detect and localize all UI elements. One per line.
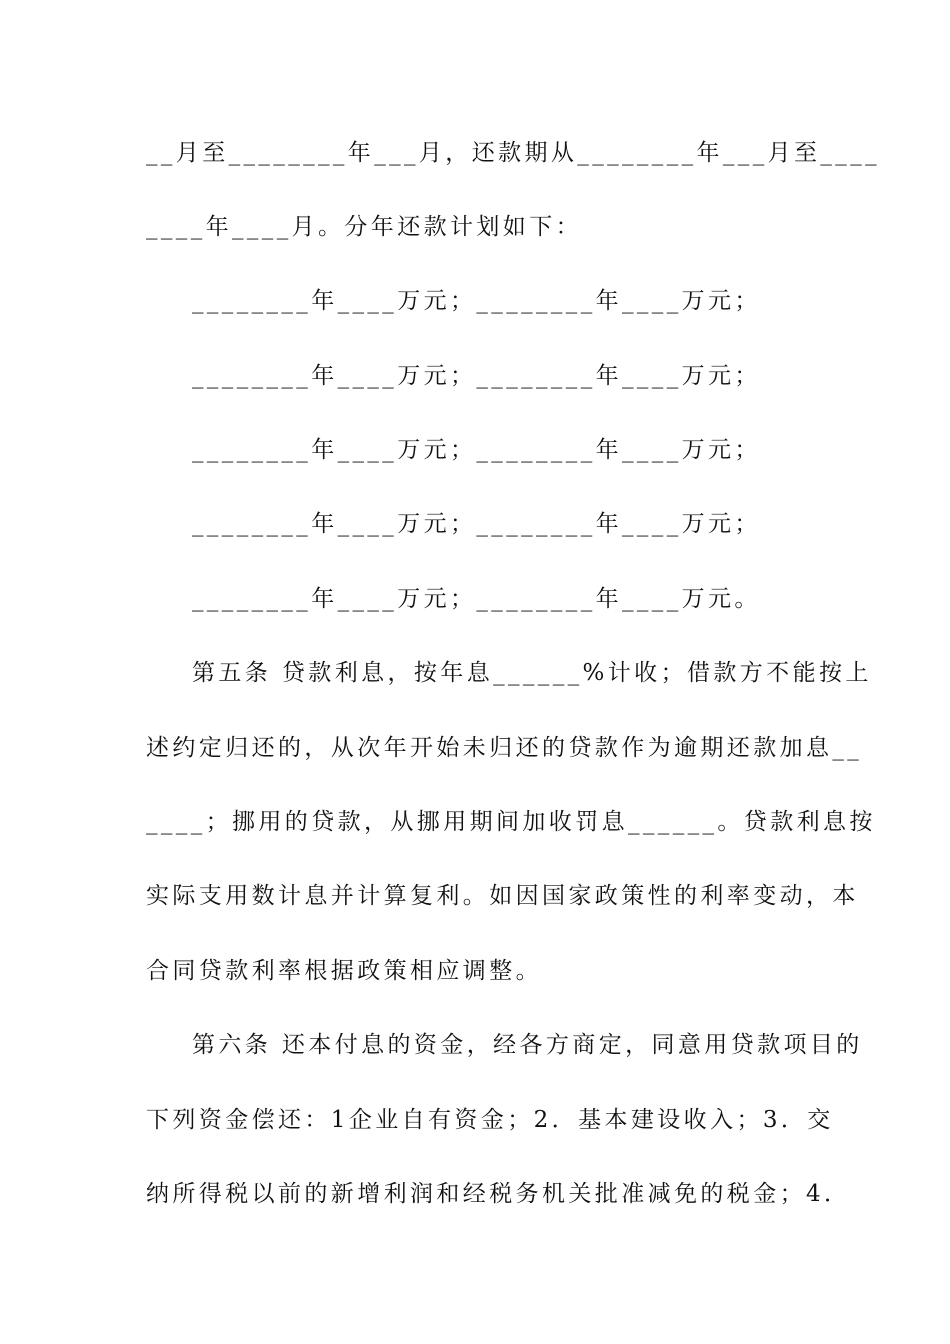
text-line-article-5-end: 合同贷款利率根据政策相应调整。 bbox=[146, 958, 542, 984]
text-line-plan-row-1: ________年____万元；________年____万元； bbox=[192, 288, 761, 314]
text-line-repayment-plan-intro: ____年____月。分年还款计划如下： bbox=[146, 214, 582, 240]
text-line-plan-row-4: ________年____万元；________年____万元； bbox=[192, 511, 761, 537]
text-line-plan-row-5: ________年____万元；________年____万元。 bbox=[192, 586, 761, 612]
text-line-article-5-cont-3: 实际支用数计息并计算复利。如因国家政策性的利率变动，本 bbox=[146, 883, 859, 909]
text-line-article-6-cont-1: 下列资金偿还：1企业自有资金；2．基本建设收入；3．交 bbox=[146, 1107, 834, 1133]
text-line-article-5-cont-1: 述约定归还的，从次年开始未归还的贷款作为逾期还款加息__ bbox=[146, 735, 863, 761]
text-line-plan-row-2: ________年____万元；________年____万元； bbox=[192, 363, 761, 389]
text-line-article-5-start: 第五条 贷款利息，按年息______%计收；借款方不能按上 bbox=[192, 660, 872, 686]
text-line-article-6-start: 第六条 还本付息的资金，经各方商定，同意用贷款项目的 bbox=[192, 1032, 863, 1058]
text-line-article-5-cont-2: ____；挪用的贷款，从挪用期间加收罚息______。贷款利息按 bbox=[146, 809, 876, 835]
text-line-plan-row-3: ________年____万元；________年____万元； bbox=[192, 437, 761, 463]
text-line-repayment-period: __月至________年___月，还款期从________年___月至____ bbox=[146, 140, 880, 166]
text-line-article-6-cont-2: 纳所得税以前的新增利润和经税务机关批准减免的税金；4． bbox=[146, 1181, 851, 1207]
